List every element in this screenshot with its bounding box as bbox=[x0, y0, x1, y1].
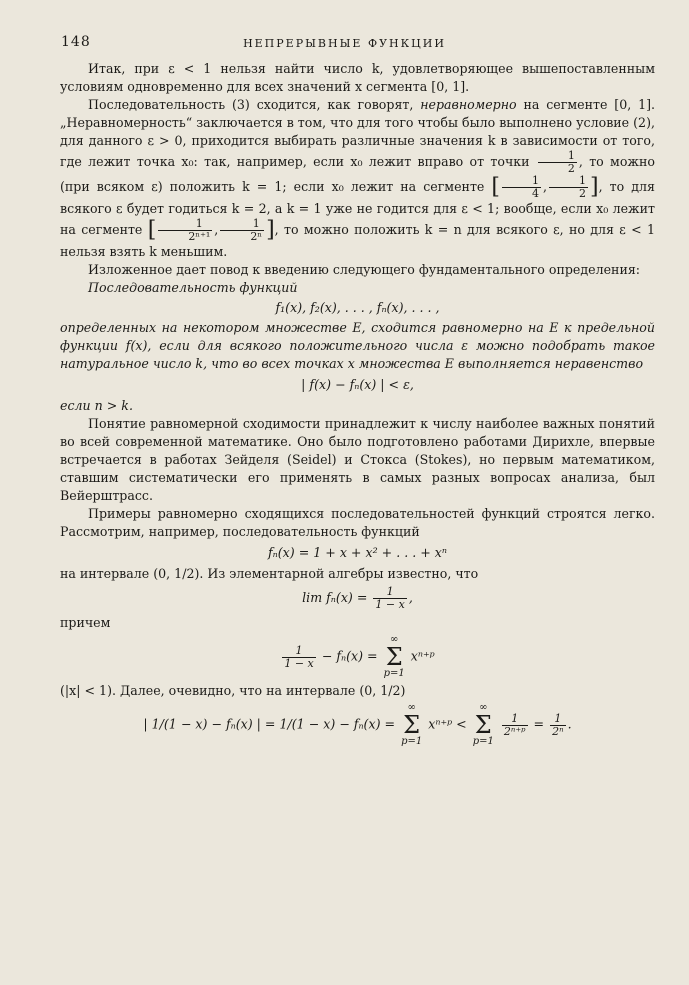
running-title: НЕПРЕРЫВНЫЕ ФУНКЦИИ bbox=[243, 37, 446, 50]
paragraph-8 bbox=[60, 682, 655, 700]
eq2-fraction: $\frac{1}{1 - x}$ bbox=[375, 585, 405, 611]
p2-text-c: , то можно (при всяком ε) положить k = 1; если x₀ лежит на сегменте bbox=[60, 154, 655, 194]
summation-icon: ∞ Σ p=1 bbox=[472, 702, 494, 747]
equation-1: fₙ(x) = 1 + x + x² + . . . + xⁿ bbox=[268, 545, 447, 560]
p6-interval: (0, 1/2) bbox=[153, 566, 200, 581]
paragraph-5: Примеры равномерно сходящихся последовательностей функций строятся легко. Рассмотрим, например, последовательность функций bbox=[60, 506, 655, 539]
p8-interval: (0, 1/2) bbox=[359, 683, 406, 698]
fraction-half: $\frac{1}{2}$ bbox=[538, 150, 577, 175]
paragraph-7: причем bbox=[60, 615, 111, 630]
definition-tail: если n > k. bbox=[60, 398, 133, 413]
p2-emphasis: неравномерно bbox=[420, 97, 517, 112]
segment-right: $\frac{1}{2}$ bbox=[549, 175, 588, 200]
definition-body: определенных на некотором множестве E, сходится равномерно на E к предельной функции f(x), если для всякого положительного числа ε можно подобрать такое натуральное число k, что во всех точках x множества E выполняется неравенство bbox=[60, 320, 655, 371]
definition-title: Последовательность функций bbox=[88, 280, 298, 295]
paragraph-4: Понятие равномерной сходимости принадлежит к числу наиболее важных понятий во всей современной математике. Оно было подготовлено работами Дирихле, впервые встречается в работах Зейделя (Seidel) и Стокса (Stokes), но первым математиком, ставшим систематически его применять в самых разных вопросах анализа, был Вейерштрасс. bbox=[60, 416, 655, 503]
p2-text-e: , то можно положить k = n для всякого ε, но для ε < 1 нельзя взять k меньшим. bbox=[60, 222, 655, 259]
equation-3 bbox=[60, 635, 655, 679]
paragraph-6 bbox=[60, 565, 655, 583]
paragraph-3: Изложенное дает повод к введению следующего фундаментального определения: bbox=[88, 262, 641, 277]
p2-text-d: , то для всякого ε будет годиться k = 2, а k = 1 уже не годится для ε < 1; вообще, если x₀ лежит на сегменте bbox=[60, 179, 655, 237]
page-number: 148 bbox=[61, 34, 91, 50]
definition-functions: f₁(x), f₂(x), . . . , fₙ(x), . . . , bbox=[275, 300, 440, 315]
definition-inequality: | f(x) − fₙ(x) | < ε, bbox=[301, 377, 414, 392]
segment2-left: $\frac{1}{\text{2ⁿ⁺¹}}$ bbox=[158, 218, 212, 243]
segment2-right: $\frac{1}{\text{2ⁿ}}$ bbox=[220, 218, 264, 243]
paragraph-1: Итак, при ε < 1 нельзя найти число k, удовлетворяющее вышепоставленным условиям одновременно для всех значений x сегмента [0, 1]. bbox=[60, 61, 655, 94]
eq4-mid: = 1/(1 − x) − fₙ(x) = bbox=[264, 716, 396, 732]
page-body bbox=[60, 60, 655, 750]
eq3-term: xⁿ⁺ᵖ bbox=[410, 648, 435, 664]
eq4-sum1: xⁿ⁺ᵖ < bbox=[428, 716, 467, 732]
p8-text: (|x| < 1). Далее, очевидно, что на интервале bbox=[60, 683, 356, 698]
paragraph-2: Последовательность (3) сходится, как говорят, неравномерно на сегменте [0, 1]. „Неравномерность“ заключается в том, что для того чтобы было выполнено условие (2), для данного ε > 0, приходится выбирать различные значения k в зависимости от того, где лежит точка x₀: так, например, если x₀ лежит вправо от точки $\frac{1}{2}$ , то можно (при всяком ε) положить k = 1; если x₀ лежит на сегменте [ $\frac{1}{4}$ , $\frac{1}{2}$ ], то для всякого ε будет годиться k = 2, а k = 1 уже не годится для ε < 1; вообще, если x₀ лежит на сегменте [ $\frac{1}{\text{2ⁿ⁺¹}}$ , $\frac{1}{\text{2ⁿ}}$ ], то можно положить k = n для всякого ε, но для ε < 1 нельзя взять k меньшим. bbox=[60, 97, 655, 259]
eq4-fraction-b: $\frac{1}{\text{2ⁿ}}$ bbox=[552, 711, 564, 738]
segment-left: $\frac{1}{4}$ bbox=[502, 175, 541, 200]
equation-4: | 1/(1 − x) − fₙ(x) | = 1/(1 − x) − fₙ(x) = ∞ Σ p=1 xⁿ⁺ᵖ < ∞ Σ p=1 $\frac{1}{\text{2ⁿ⁺ᵖ}}$ = $\frac{1}{\text{2ⁿ}}$ . bbox=[143, 702, 572, 747]
equation-2: lim fₙ(x) = $\frac{1}{1 - x}$ , bbox=[302, 585, 413, 611]
summation-icon: ∞ Σ p=1 bbox=[383, 634, 405, 679]
page-header bbox=[0, 34, 689, 54]
eq4-fraction-a: $\frac{1}{\text{2ⁿ⁺ᵖ}}$ bbox=[503, 711, 526, 738]
eq3-fraction: $\frac{1}{1 - x}$ bbox=[284, 643, 314, 670]
eq4-abs: | 1/(1 − x) − fₙ(x) | bbox=[143, 716, 261, 732]
p2-text-a: Последовательность (3) сходится, как говорят, bbox=[88, 97, 414, 112]
eq2-lhs: lim fₙ(x) = bbox=[302, 590, 368, 605]
p6-text-a: на интервале bbox=[60, 566, 150, 581]
eq3-mid: − fₙ(x) = bbox=[321, 648, 378, 664]
p6-text-b: . Из элементарной алгебры известно, что bbox=[199, 566, 479, 581]
p2-text-b: на сегменте [0, 1]. „Неравномерность“ заключается в том, что для того чтобы было выполнено условие (2), для данного ε > 0, приходится выбирать различные значения k в зависимости от того, где лежит точка x₀: так, например, если x₀ лежит вправо от точки bbox=[60, 97, 655, 169]
summation-icon: ∞ Σ p=1 bbox=[401, 702, 423, 747]
